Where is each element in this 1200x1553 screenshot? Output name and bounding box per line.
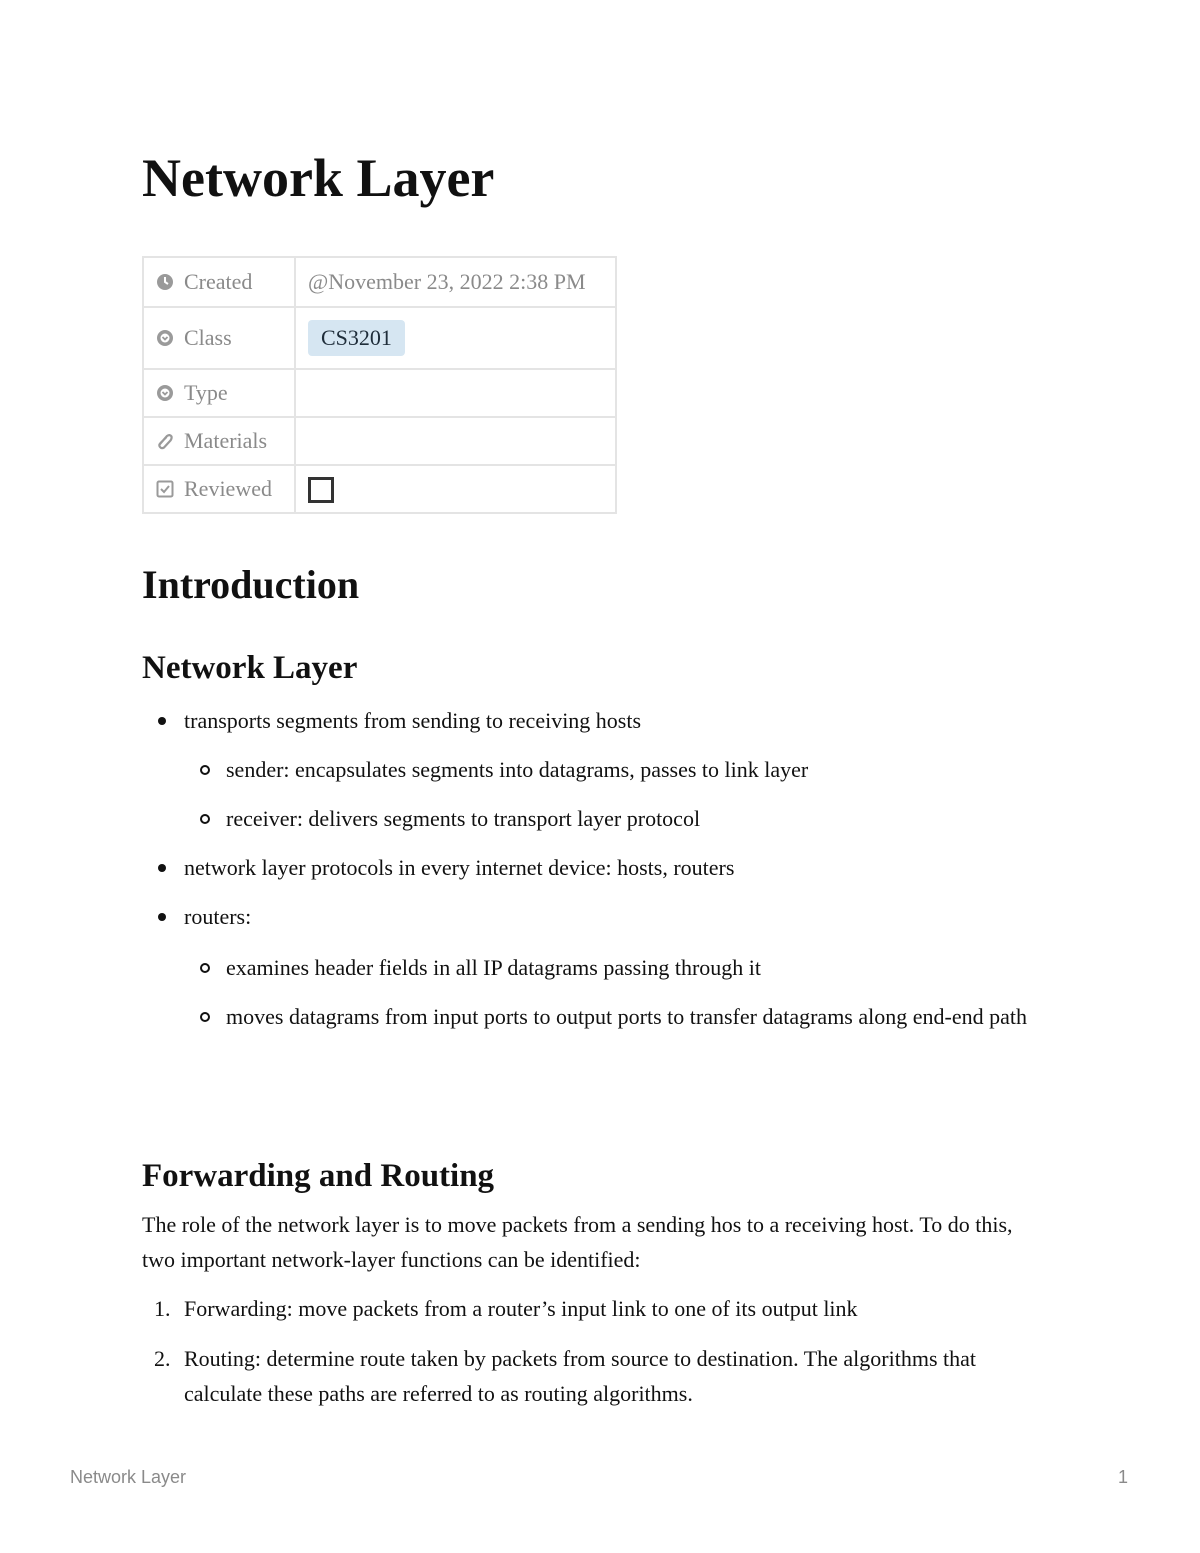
property-key-class [143,307,295,369]
created-label: Created [184,269,253,294]
property-key-materials [143,417,295,465]
reviewed-label: Reviewed [184,476,272,501]
list-item: examines header fields in all IP datagrams passing through it [226,950,761,985]
subheading-network-layer: Network Layer [142,650,358,686]
property-row-class [143,307,616,369]
numbered-item [154,1291,1044,1326]
list-item: moves datagrams from input ports to output ports to transfer datagrams along end-end path [226,999,1046,1034]
property-row-created [143,257,616,307]
item-number: 1. [154,1296,171,1321]
item-number: 2. [154,1346,171,1371]
class-value[interactable] [295,307,616,369]
footer-page-number: 1 [1118,1467,1129,1487]
property-key-created [143,257,295,307]
materials-label: Materials [184,428,268,453]
item-text: Routing: determine route taken by packets from source to destination. The algorithms that calculate these paths are referred to as routing algorithms. [184,1346,977,1406]
property-row-reviewed [143,465,616,513]
numbered-item [154,1341,1044,1411]
paragraph: The role of the network layer is to move packets from a sending hos to a receiving host. To do this, two important network-layer functions can be identified: [142,1212,1013,1272]
list-item: sender: encapsulates segments into datagrams, passes to link layer [226,752,808,787]
reviewed-checkbox[interactable] [308,477,334,503]
page-title: Network Layer [142,148,495,208]
list-item: receiver: delivers segments to transport layer protocol [226,801,700,836]
footer-title: Network Layer [70,1467,187,1487]
checkbox-icon [156,480,174,498]
clock-icon [156,273,174,291]
class-tag[interactable]: CS3201 [308,320,405,356]
property-key-type [143,369,295,417]
section-heading-forwarding-routing: Forwarding and Routing [142,1158,495,1194]
property-row-type [143,369,616,417]
select-icon [156,384,174,402]
list-item: routers: [184,899,251,934]
properties-table [142,256,617,514]
materials-value[interactable] [295,417,616,465]
type-label: Type [184,380,228,405]
select-icon [156,329,174,347]
item-text: Forwarding: move packets from a router’s input link to one of its output link [184,1296,858,1321]
type-value[interactable] [295,369,616,417]
paperclip-icon [156,432,174,450]
created-value[interactable]: @November 23, 2022 2:38 PM [295,257,616,307]
list-item: transports segments from sending to receiving hosts [184,703,641,738]
property-key-reviewed [143,465,295,513]
section-heading-introduction: Introduction [142,562,360,607]
class-label: Class [184,325,232,350]
list-item: network layer protocols in every internet device: hosts, routers [184,850,734,885]
property-row-materials [143,417,616,465]
reviewed-value [295,465,616,513]
